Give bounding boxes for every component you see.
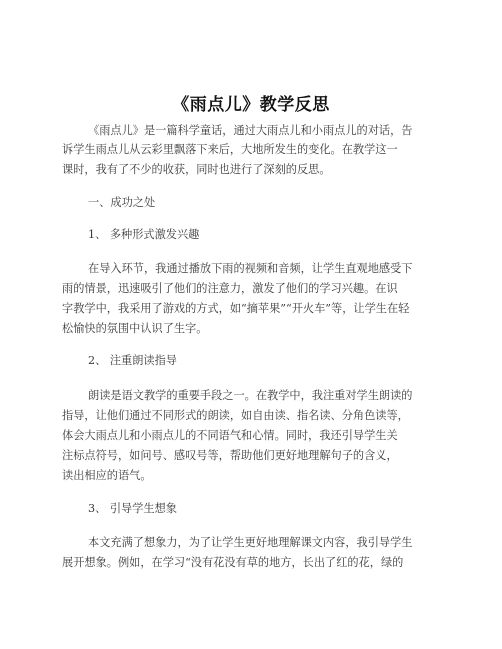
point-heading-1: 1、 多种形式激发兴趣	[88, 228, 200, 241]
intro-line-3: 课时，我有了不少的收获，同时也进行了深刻的反思。	[62, 163, 331, 176]
point1-line-3: 字教学中，我采用了游戏的方式，如“摘苹果”“开火车”等，让学生在轻	[62, 302, 410, 315]
section-heading-success: 一、成功之处	[88, 196, 156, 209]
intro-line-2: 诉学生雨点儿从云彩里飘落下来后，大地所发生的变化。在教学这一	[62, 143, 398, 156]
point1-line-4: 松愉快的氛围中认识了生字。	[62, 322, 208, 335]
document-title: 《雨点儿》教学反思	[172, 95, 330, 115]
point2-line-3: 体会大雨点儿和小雨点儿的不同语气和心情。同时，我还引导学生关	[62, 429, 398, 442]
point3-line-1: 本文充满了想象力，为了让学生更好地理解课文内容，我引导学生	[88, 536, 413, 549]
point2-line-2: 指导，让他们通过不同形式的朗读，如自由读、指名读、分角色读等，	[62, 409, 409, 422]
point2-line-1: 朗读是语文教学的重要手段之一。在教学中，我注重对学生朗读的	[88, 389, 413, 402]
point-heading-2: 2、 注重朗读指导	[88, 354, 177, 367]
point3-line-2: 展开想象。例如，在学习“没有花没有草的地方，长出了红的花，绿的	[62, 556, 404, 569]
point2-line-4: 注标点符号，如问号、感叹号等，帮助他们更好地理解句子的含义，	[62, 449, 398, 462]
point2-line-5: 读出相应的语气。	[62, 469, 152, 482]
point-heading-3: 3、 引导学生想象	[88, 502, 177, 515]
point1-line-1: 在导入环节，我通过播放下雨的视频和音频，让学生直观地感受下	[88, 262, 413, 275]
intro-line-1: 《雨点儿》是一篇科学童话，通过大雨点儿和小雨点儿的对话，告	[88, 124, 413, 137]
point1-line-2: 雨的情景，迅速吸引了他们的注意力，激发了他们的学习兴趣。在识	[62, 282, 398, 295]
